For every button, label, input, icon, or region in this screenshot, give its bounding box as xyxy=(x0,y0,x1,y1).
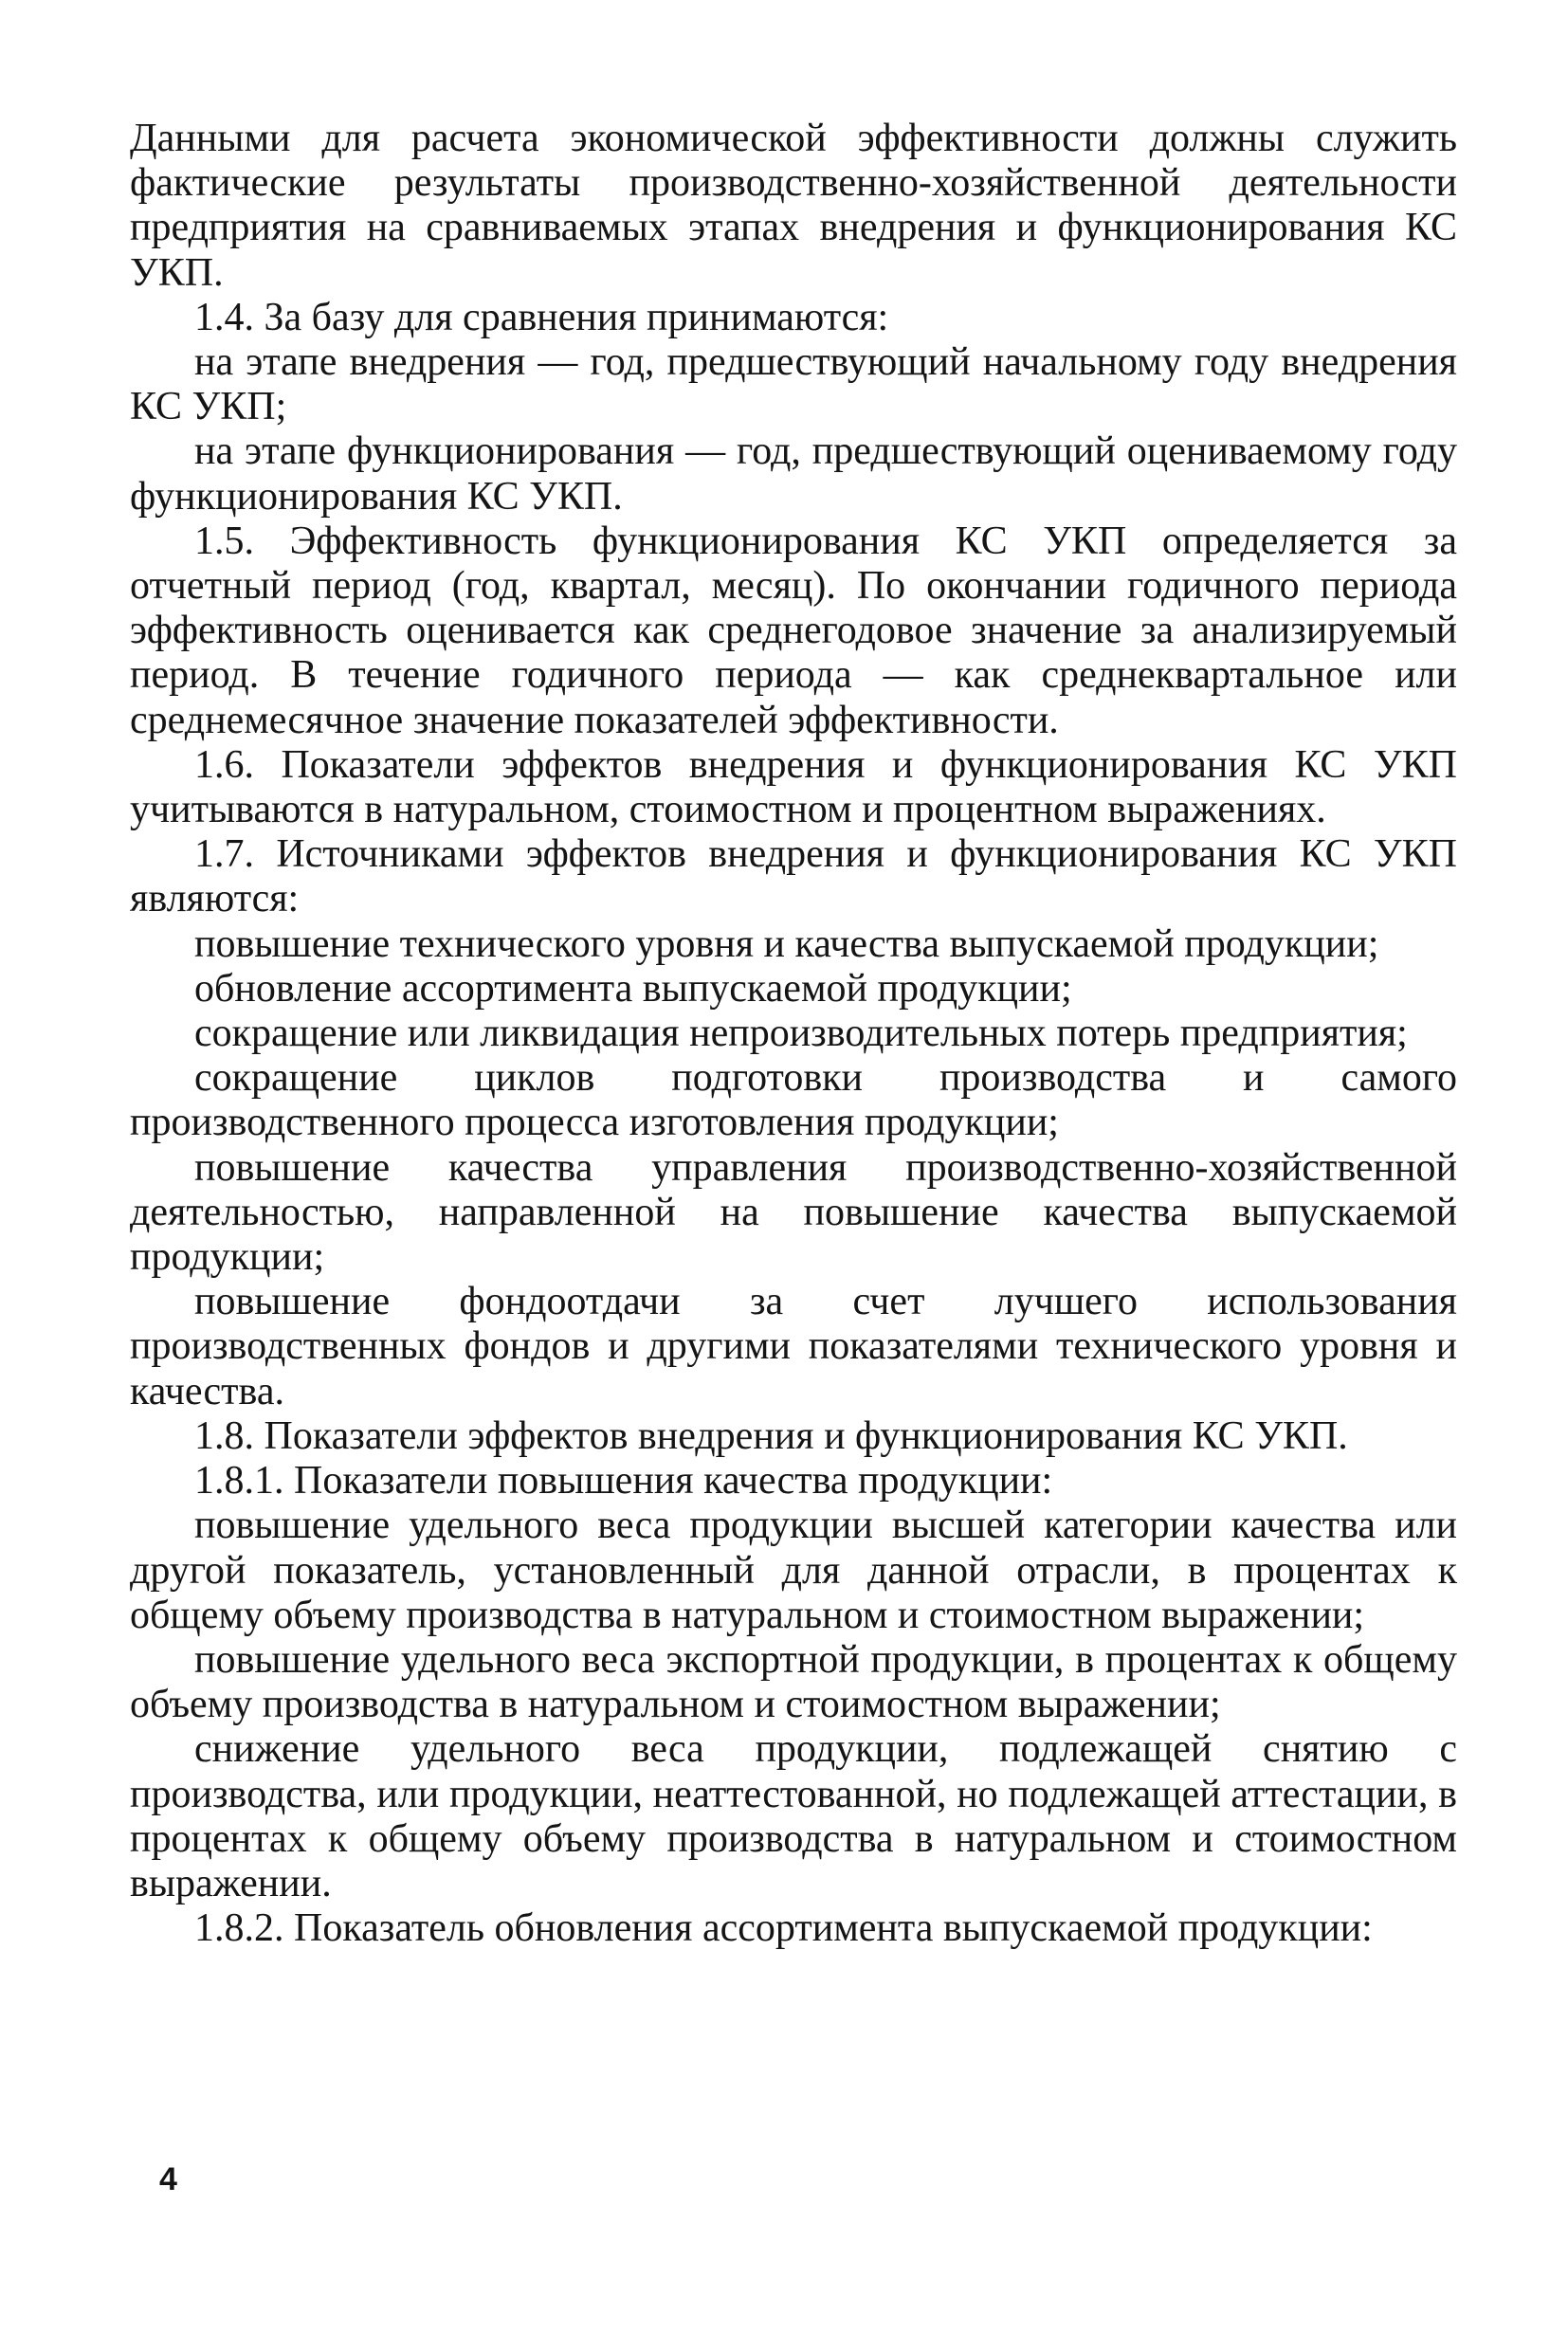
paragraph-1-5: 1.5. Эффективность функционирования КС УКП определяется за отчетный период (год, квартал, месяц). По окончании годичного периода эффективность оценивается как среднегодовое значение за анализируемый период. В течение годичного периода — как среднеквартальное или среднемесячное значение показателей эффективности. xyxy=(130,519,1457,742)
paragraph-1-8-1-item-2: повышение удельного веса экспортной продукции, в процентах к общему объему производства в натуральном и стоимостном выражении; xyxy=(130,1637,1457,1727)
paragraph-1-8-1-item-1: повышение удельного веса продукции высшей категории качества или другой показатель, установленный для данной отрасли, в процентах к общему объему производства в натуральном и стоимостном выражении; xyxy=(130,1504,1457,1637)
body-text xyxy=(130,117,1457,1951)
paragraph-1-7-item-5: повышение качества управления производственно-хозяйственной деятельностью, направленной на повышение качества выпускаемой продукции; xyxy=(130,1145,1457,1280)
paragraph-1-8-1: 1.8.1. Показатели повышения качества продукции: xyxy=(194,1459,1053,1504)
paragraph-1-7-item-4: сокращение циклов подготовки производства и самого производственного процесса изготовления продукции; xyxy=(130,1056,1457,1145)
paragraph-1-6: 1.6. Показатели эффектов внедрения и функционирования КС УКП учитываются в натуральном, стоимостном и процентном выражениях. xyxy=(130,742,1457,832)
paragraph-intro: Данными для расчета экономической эффективности должны служить фактические результаты производственно-хозяйственной деятельности предприятия на сравниваемых этапах внедрения и функционирования КС УКП. xyxy=(130,117,1457,295)
paragraph-1-7: 1.7. Источниками эффектов внедрения и функционирования КС УКП являются: xyxy=(130,832,1457,921)
paragraph-1-4-item-1: на этапе внедрения — год, предшествующий начальному году внедрения КС УКП; xyxy=(130,340,1457,429)
paragraph-1-8-1-item-3: снижение удельного веса продукции, подлежащей снятию с производства, или продукции, неаттестованной, но подлежащей аттестации, в процентах к общему объему производства в натуральном и стоимостном выражении. xyxy=(130,1727,1457,1905)
paragraph-1-8-2: 1.8.2. Показатель обновления ассортимента выпускаемой продукции: xyxy=(194,1906,1373,1951)
paragraph-1-7-item-2: обновление ассортимента выпускаемой продукции; xyxy=(194,966,1072,1011)
paragraph-1-7-item-6: повышение фондоотдачи за счет лучшего использования производственных фондов и другими показателями технического уровня и качества. xyxy=(130,1280,1457,1413)
paragraph-1-4: 1.4. За базу для сравнения принимаются: xyxy=(194,295,889,339)
paragraph-1-7-item-1: повышение технического уровня и качества выпускаемой продукции; xyxy=(194,921,1379,966)
paragraph-1-8: 1.8. Показатели эффектов внедрения и функционирования КС УКП. xyxy=(194,1413,1348,1458)
page-number: 4 xyxy=(159,2161,177,2197)
paragraph-1-4-item-2: на этапе функционирования — год, предшествующий оцениваемому году функционирования КС УКП. xyxy=(130,429,1457,519)
paragraph-1-7-item-3: сокращение или ликвидация непроизводительных потерь предприятия; xyxy=(194,1011,1408,1056)
